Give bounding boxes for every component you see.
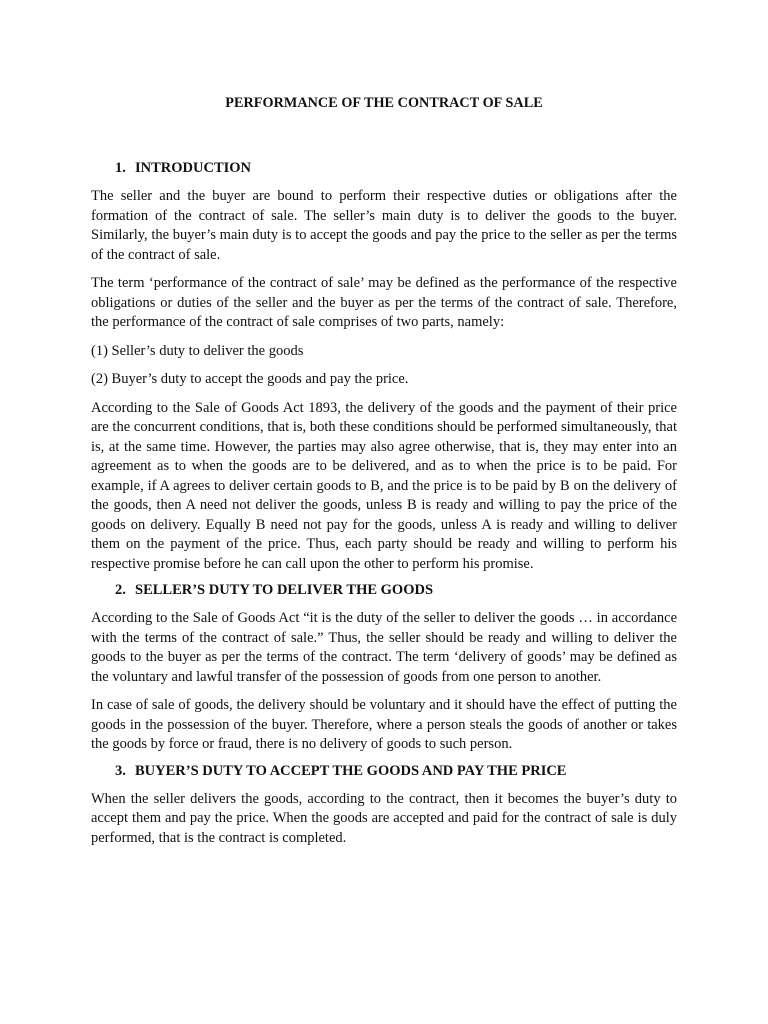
section-heading-introduction bbox=[91, 158, 677, 178]
paragraph: The seller and the buyer are bound to perform their respective duties or obligations after the formation of the contract of sale. The seller’s main duty is to deliver the goods to the buyer. Similarly, the buyer’s main duty is to accept the goods and pay the price to the seller as per the terms of the contract of sale. bbox=[91, 188, 677, 263]
section-heading-buyers-duty bbox=[91, 761, 677, 781]
list-item-seller-duty: (1) Seller’s duty to deliver the goods bbox=[91, 342, 304, 359]
section-title: SELLER’S DUTY TO DELIVER THE GOODS bbox=[135, 582, 434, 598]
paragraph: According to the Sale of Goods Act “it is the duty of the seller to deliver the goods … in accordance with the terms of the contract of sale.” Thus, the seller should be ready and willing to deliver the goods to the buyer as per the terms of the contract. The term ‘delivery of goods’ may be defined as the voluntary and lawful transfer of the possession of goods from one person to another. bbox=[91, 610, 677, 685]
section-title: BUYER’S DUTY TO ACCEPT THE GOODS AND PAY THE PRICE bbox=[135, 762, 567, 779]
paragraph: According to the Sale of Goods Act 1893, the delivery of the goods and the payment of their price are the concurrent conditions, that is, both these conditions should be performed simultaneously, that is, at the same time. However, the parties may also agree otherwise, that is, they may enter into an agreement as to when the goods are to be delivered, and as to when the price is to be paid. For example, if A agrees to deliver certain goods to B, and the price is to be paid by B on the delivery of the goods, then A need not deliver the goods, unless B is ready and willing to pay the price of the goods on delivery. Equally B need not pay for the goods, unless A is ready and willing to deliver them on the payment of the price. Thus, each party should be ready and willing to perform his respective promise before he can call upon the other to perform his promise. bbox=[91, 399, 677, 572]
section-heading-sellers-duty bbox=[91, 580, 677, 600]
section-number: 2. bbox=[115, 582, 126, 598]
section-number: 1. bbox=[115, 160, 126, 176]
document-title: PERFORMANCE OF THE CONTRACT OF SALE bbox=[225, 95, 543, 111]
paragraph: The term ‘performance of the contract of sale’ may be defined as the performance of the respective obligations or duties of the seller and the buyer as per the terms of the contract of sale. Therefore, the performance of the contract of sale comprises of two parts, namely: bbox=[91, 275, 677, 330]
section-title: INTRODUCTION bbox=[135, 160, 252, 176]
list-item-buyer-duty: (2) Buyer’s duty to accept the goods and pay the price. bbox=[91, 371, 409, 387]
section-number: 3. bbox=[115, 762, 126, 779]
document-body bbox=[91, 93, 677, 848]
paragraph: In case of sale of goods, the delivery should be voluntary and it should have the effect of putting the goods in the possession of the buyer. Therefore, where a person steals the goods of another or takes the goods by force or fraud, there is no delivery of goods to such person. bbox=[91, 697, 677, 752]
paragraph: When the seller delivers the goods, according to the contract, then it becomes the buyer’s duty to accept them and pay the price. When the goods are accepted and paid for the contract of sale is duly performed, that is the contract is completed. bbox=[91, 790, 677, 846]
